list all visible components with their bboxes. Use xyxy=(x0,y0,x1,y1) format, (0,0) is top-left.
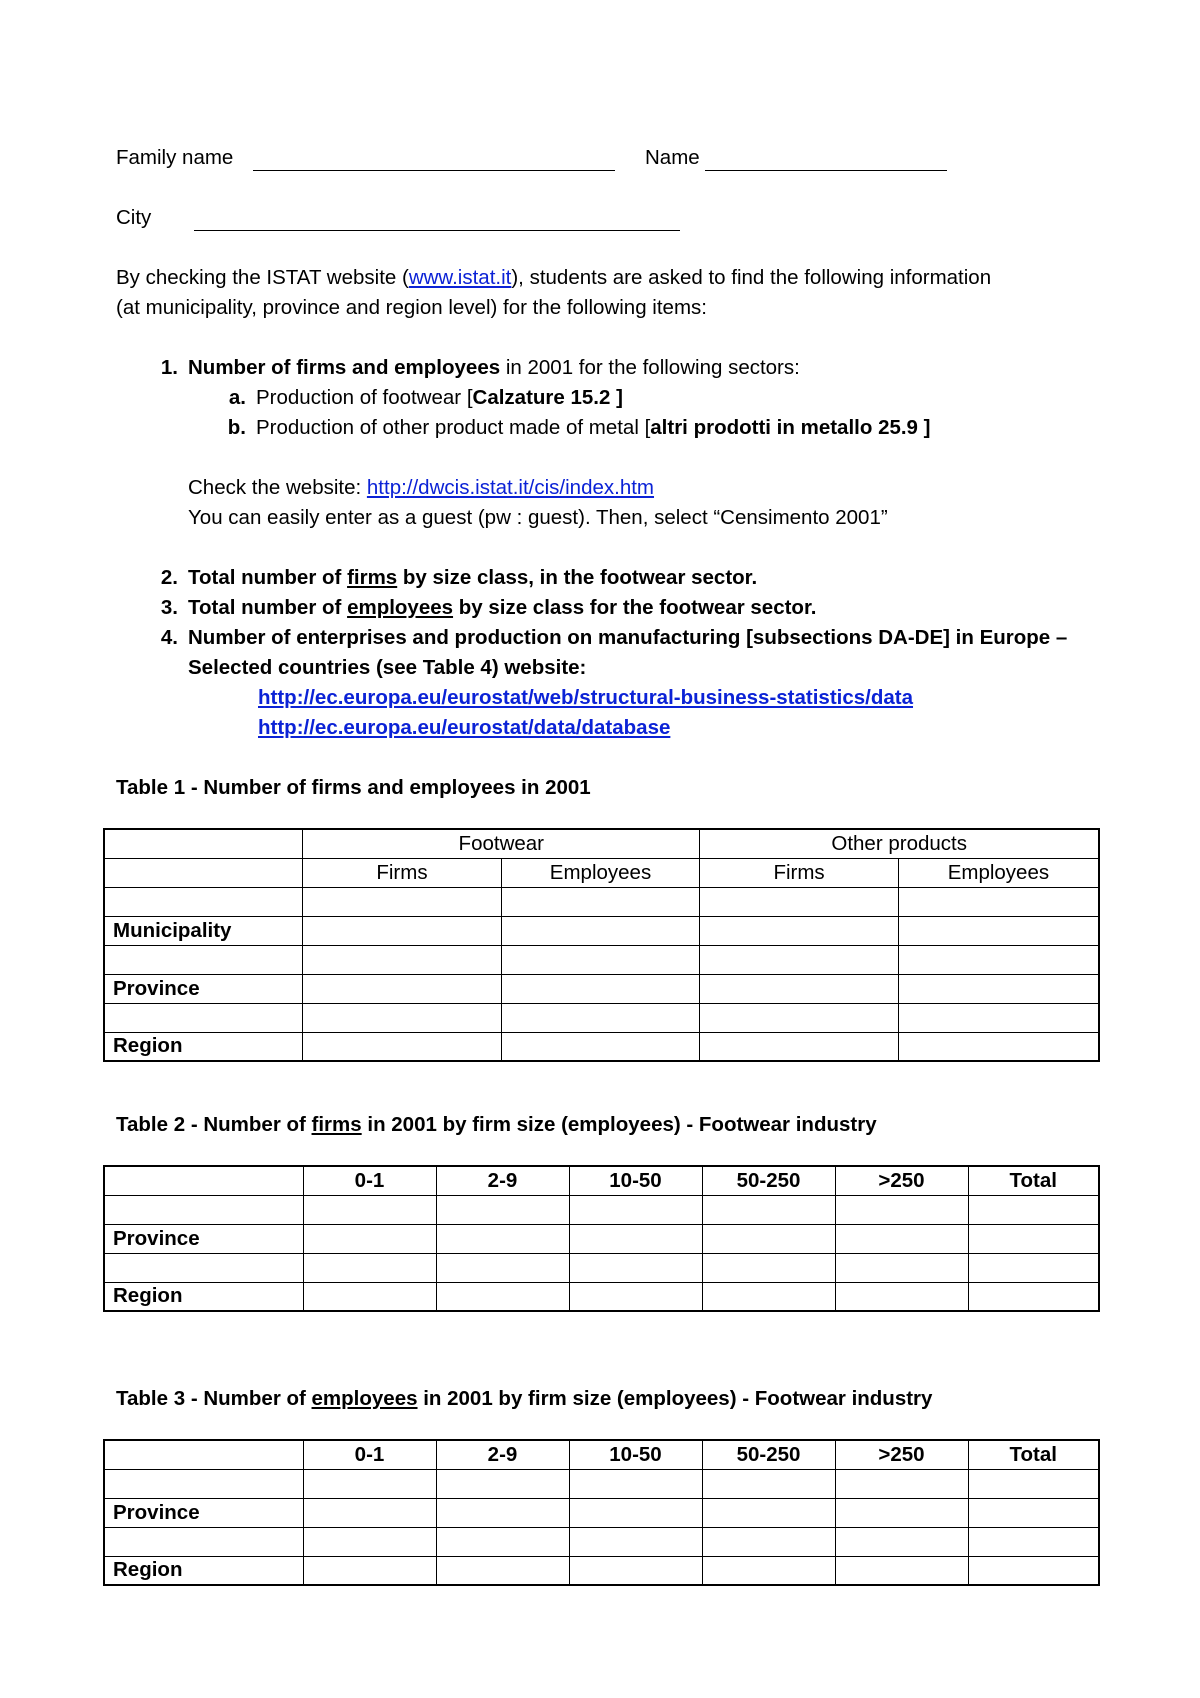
table3-header: 50-250 xyxy=(702,1440,835,1469)
row-label-region: Region xyxy=(104,1282,303,1311)
row-label-province: Province xyxy=(104,1498,303,1527)
item-2: 2. Total number of firms by size class, in the footwear sector. xyxy=(160,566,758,589)
row-label-province: Province xyxy=(104,1224,303,1253)
item-1b: b. Production of other product made of metal [altri prodotti in metallo 25.9 ] xyxy=(227,416,931,439)
eurostat-sbs-link[interactable]: http://ec.europa.eu/eurostat/web/structural-business-statistics/data xyxy=(258,686,914,709)
eurostat-link-1-wrap xyxy=(258,686,913,710)
row-label-region: Region xyxy=(104,1032,303,1061)
guest-instructions: You can easily enter as a guest (pw : guest). Then, select “Censimento 2001” xyxy=(188,506,888,529)
istat-link[interactable]: www.istat.it xyxy=(408,266,512,289)
name-field[interactable] xyxy=(705,170,947,171)
table2-header: 50-250 xyxy=(702,1166,835,1195)
item-4: 4. Number of enterprises and production on manufacturing [subsections DA-DE] in Europe – xyxy=(160,626,1068,649)
eurostat-link-2-wrap xyxy=(258,716,670,740)
table-row xyxy=(104,945,1099,974)
name-label: Name xyxy=(645,146,700,169)
table-row xyxy=(104,916,1099,945)
table3 xyxy=(103,1439,1100,1586)
table2-header: >250 xyxy=(835,1166,968,1195)
table-row xyxy=(104,1556,1099,1585)
table1-group-footwear: Footwear xyxy=(303,829,700,858)
table2-header: Total xyxy=(968,1166,1099,1195)
dwcis-link[interactable]: http://dwcis.istat.it/cis/index.htm xyxy=(366,476,655,499)
item-1a: a. Production of footwear [Calzature 15.2 ] xyxy=(228,386,623,409)
table3-caption: Table 3 - Number of employees in 2001 by firm size (employees) - Footwear industry xyxy=(116,1387,933,1410)
table2-header: 10-50 xyxy=(569,1166,702,1195)
table1-sub-header: Firms xyxy=(700,858,898,887)
table-row xyxy=(104,1003,1099,1032)
item-1: 1. Number of firms and employees in 2001 for the following sectors: xyxy=(160,356,800,379)
table-row xyxy=(104,974,1099,1003)
city-label: City xyxy=(116,206,152,229)
row-label-region: Region xyxy=(104,1556,303,1585)
table2-caption: Table 2 - Number of firms in 2001 by firm size (employees) - Footwear industry xyxy=(116,1113,877,1136)
table-row xyxy=(104,1253,1099,1282)
eurostat-database-link[interactable]: http://ec.europa.eu/eurostat/data/database xyxy=(258,716,671,739)
row-label-municipality: Municipality xyxy=(104,916,303,945)
table2 xyxy=(103,1165,1100,1312)
city-field[interactable] xyxy=(194,230,680,231)
table2-header: 2-9 xyxy=(436,1166,569,1195)
table3-header: >250 xyxy=(835,1440,968,1469)
table1-group-other: Other products xyxy=(700,829,1099,858)
table1-sub-header: Firms xyxy=(303,858,501,887)
table-row xyxy=(104,1527,1099,1556)
table-row xyxy=(104,1498,1099,1527)
intro-line-1: By checking the ISTAT website (www.istat.it), students are asked to find the following information xyxy=(116,266,992,289)
row-label-province: Province xyxy=(104,974,303,1003)
table1-caption: Table 1 - Number of firms and employees in 2001 xyxy=(116,776,591,799)
table3-header: 0-1 xyxy=(303,1440,436,1469)
intro-line-2: (at municipality, province and region level) for the following items: xyxy=(116,296,707,319)
table1-sub-header: Employees xyxy=(501,858,700,887)
table1-sub-header: Employees xyxy=(898,858,1099,887)
table1 xyxy=(103,828,1100,1062)
table-row xyxy=(104,1469,1099,1498)
item-4-line-2: Selected countries (see Table 4) website: xyxy=(188,656,587,679)
table3-header: 2-9 xyxy=(436,1440,569,1469)
check-website-line: Check the website: http://dwcis.istat.it/cis/index.htm xyxy=(188,476,655,499)
table-row xyxy=(104,887,1099,916)
table2-header: 0-1 xyxy=(303,1166,436,1195)
table-row xyxy=(104,1032,1099,1061)
family-name-field[interactable] xyxy=(253,170,615,171)
table3-header: Total xyxy=(968,1440,1099,1469)
family-name-label: Family name xyxy=(116,146,234,169)
item-3: 3. Total number of employees by size class for the footwear sector. xyxy=(160,596,817,619)
table-row xyxy=(104,1282,1099,1311)
table-row xyxy=(104,1224,1099,1253)
table-row xyxy=(104,1195,1099,1224)
table3-header: 10-50 xyxy=(569,1440,702,1469)
